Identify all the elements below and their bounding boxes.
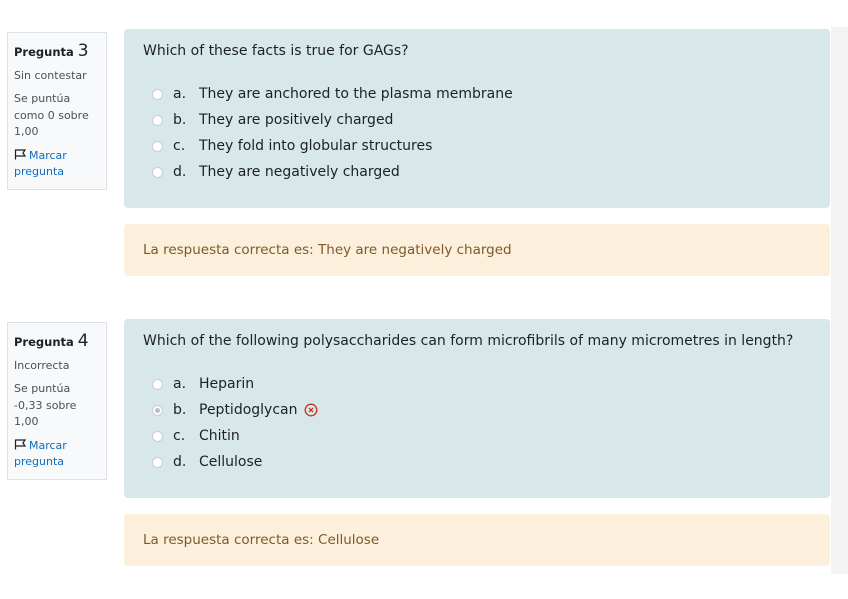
option-letter: a. <box>173 86 187 102</box>
option-letter: a. <box>173 376 187 392</box>
answer-option-d[interactable] <box>143 159 811 185</box>
answer-option-b[interactable] <box>143 107 811 133</box>
radio-button[interactable] <box>152 457 163 468</box>
question-label: Pregunta <box>14 335 74 349</box>
option-text: Peptidoglycan <box>199 402 298 418</box>
question-state: Sin contestar <box>14 68 87 82</box>
flag-label: Marcar pregunta <box>14 148 67 178</box>
radio-button[interactable] <box>152 141 163 152</box>
flag-icon <box>14 149 27 160</box>
flag-label: Marcar pregunta <box>14 438 67 468</box>
question-label: Pregunta <box>14 45 74 59</box>
feedback-text: La respuesta correcta es: Cellulose <box>143 532 380 548</box>
question-number <box>14 39 100 65</box>
option-letter: b. <box>173 112 187 128</box>
question-state: Incorrecta <box>14 358 70 372</box>
answer-option-a[interactable] <box>143 371 811 397</box>
answer-option-b[interactable] <box>143 397 811 423</box>
question-number-value: 3 <box>77 41 89 61</box>
question-grade: Se puntúa como 0 sobre 1,00 <box>14 92 89 138</box>
question-text: Which of these facts is true for GAGs? <box>143 43 409 59</box>
option-text: They are positively charged <box>199 112 394 128</box>
option-letter: d. <box>173 164 187 180</box>
question-text: Which of the following polysaccharides can form microfibrils of many micrometres in length? <box>143 333 794 349</box>
radio-button-selected[interactable] <box>152 405 163 416</box>
answer-option-d[interactable] <box>143 449 811 475</box>
incorrect-icon <box>304 403 318 417</box>
question-info-3 <box>7 32 107 190</box>
option-letter: d. <box>173 454 187 470</box>
page-edge <box>831 27 848 574</box>
radio-button[interactable] <box>152 379 163 390</box>
radio-button[interactable] <box>152 431 163 442</box>
question-info-4 <box>7 322 107 480</box>
option-text: Chitin <box>199 428 240 444</box>
option-text: They are negatively charged <box>199 164 400 180</box>
answer-option-c[interactable] <box>143 133 811 159</box>
radio-button[interactable] <box>152 167 163 178</box>
question-formulation-4 <box>124 319 830 498</box>
correct-answer-feedback-3 <box>124 224 830 276</box>
option-letter: c. <box>173 138 186 154</box>
option-letter: c. <box>173 428 186 444</box>
flag-icon <box>14 439 27 450</box>
option-letter: b. <box>173 402 187 418</box>
option-text: They fold into globular structures <box>199 138 433 154</box>
option-text: Heparin <box>199 376 255 392</box>
option-text: They are anchored to the plasma membrane <box>199 86 513 102</box>
option-text: Cellulose <box>199 454 263 470</box>
radio-button[interactable] <box>152 89 163 100</box>
flag-question-link[interactable] <box>14 148 100 181</box>
correct-answer-feedback-4 <box>124 514 830 566</box>
question-number <box>14 329 100 355</box>
radio-button[interactable] <box>152 115 163 126</box>
answer-option-a[interactable] <box>143 81 811 107</box>
question-grade: Se puntúa -0,33 sobre 1,00 <box>14 382 77 428</box>
feedback-text: La respuesta correcta es: They are negatively charged <box>143 242 512 258</box>
question-number-value: 4 <box>77 331 89 351</box>
answer-option-c[interactable] <box>143 423 811 449</box>
flag-question-link[interactable] <box>14 438 100 471</box>
question-formulation-3 <box>124 29 830 208</box>
